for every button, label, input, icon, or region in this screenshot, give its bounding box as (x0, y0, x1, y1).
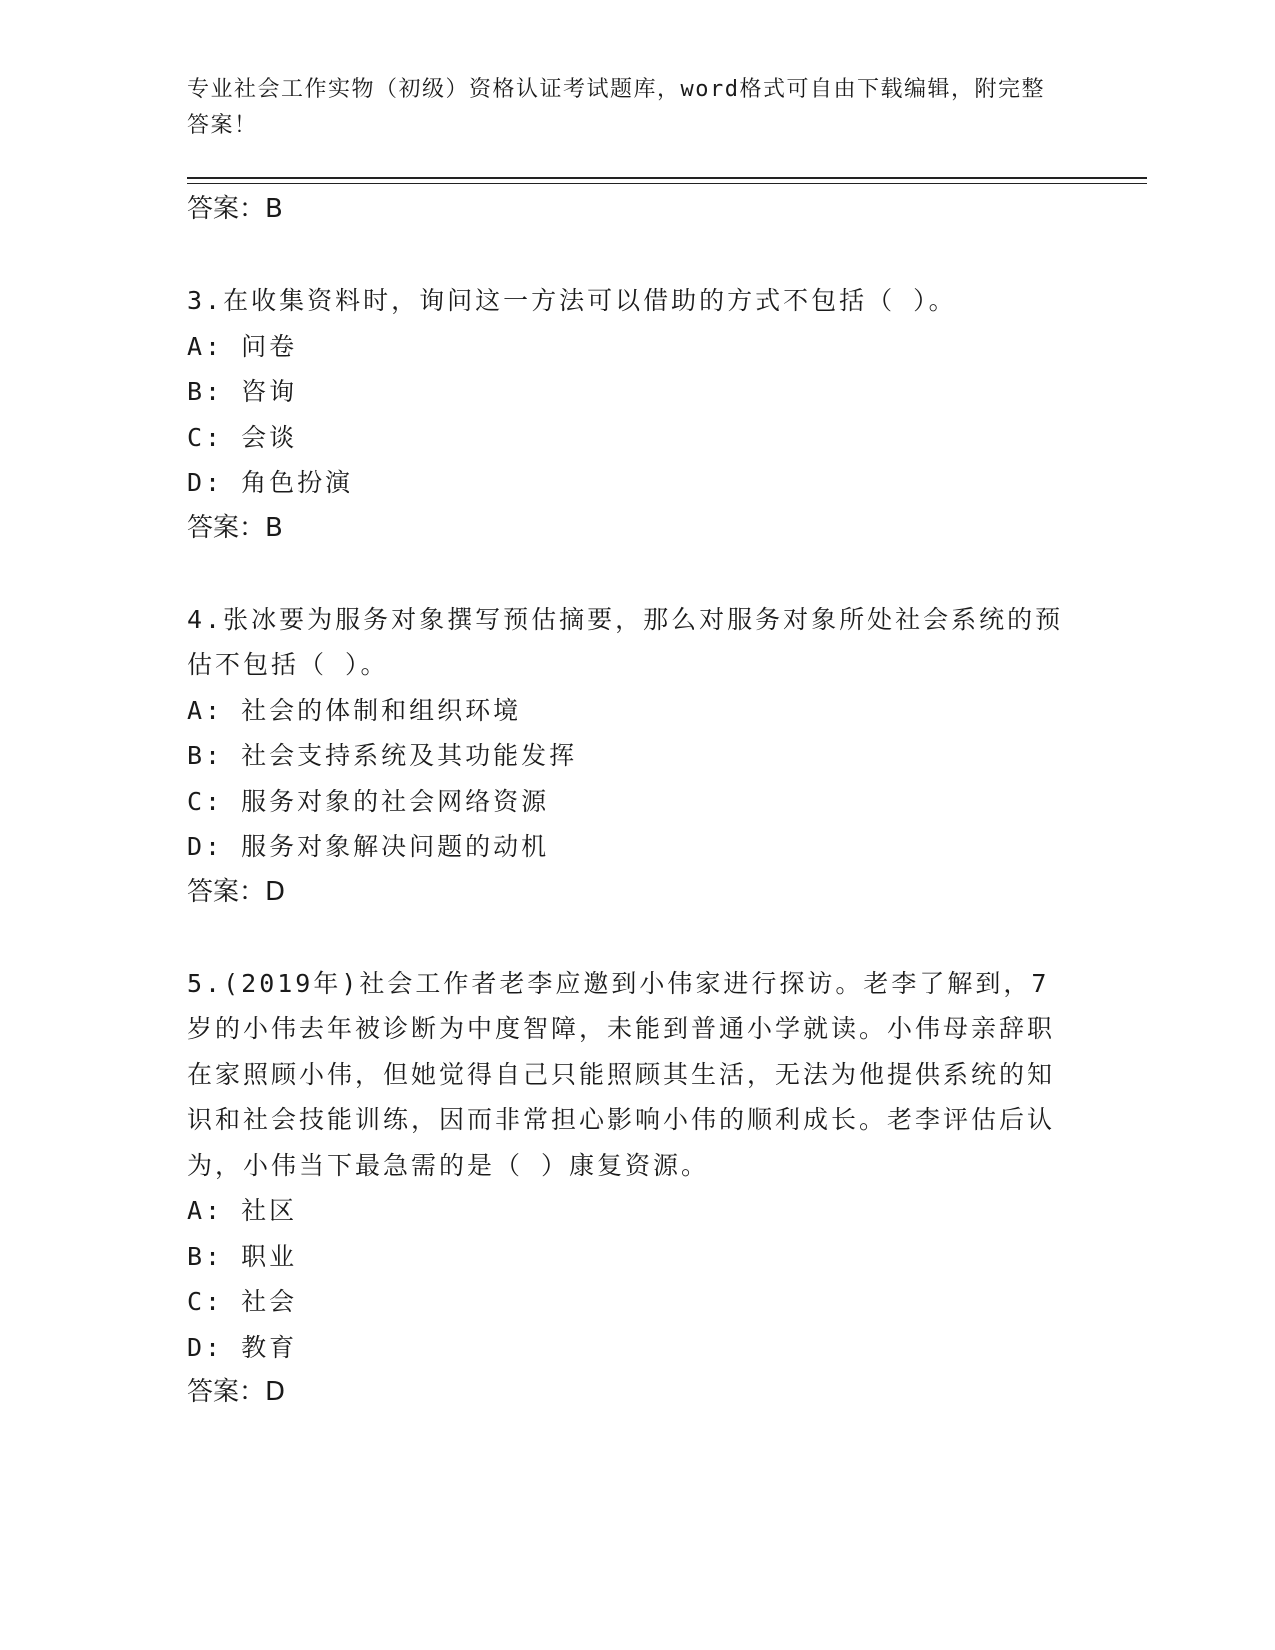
previous-answer: 答案：B (187, 194, 283, 224)
question-stem: 3.在收集资料时，询问这一方法可以借助的方式不包括（ ）。 (187, 286, 957, 315)
question-3 (187, 278, 1077, 551)
option-b: B: 咨询 (187, 377, 298, 406)
question-4 (187, 597, 1077, 916)
header-rule-thick (187, 177, 1147, 179)
option-c: C: 服务对象的社会网络资源 (187, 786, 550, 816)
question-5 (187, 961, 1077, 1416)
document-header (187, 72, 1067, 144)
option-d: D: 角色扮演 (187, 468, 354, 497)
option-a: A: 社会的体制和组织环境 (187, 695, 522, 725)
option-a: A: 问卷 (187, 331, 298, 361)
option-d: D: 服务对象解决问题的动机 (187, 832, 550, 861)
question-answer: 答案：D (187, 876, 286, 907)
question-stem: 4.张冰要为服务对象撰写预估摘要，那么对服务对象所处社会系统的预估不包括（ ）。 (187, 604, 1064, 679)
question-answer: 答案：D (187, 1377, 286, 1407)
header-text: 专业社会工作实物（初级）资格认证考试题库，word格式可自由下载编辑，附完整答案！ (187, 77, 1045, 138)
question-stem: 5.(2019年)社会工作者老李应邀到小伟家进行探访。老李了解到，7岁的小伟去年被诊断为中度智障，未能到普通小学就读。小伟母亲辞职在家照顾小伟，但她觉得自己只能照顾其生活，无法为他提供系统的知识和社会技能训练，因而非常担心影响小伟的顺利成长。老李评估后认为，小伟当下最急需的是（ ）康复资源。 (187, 968, 1056, 1180)
option-a: A: 社区 (187, 1196, 298, 1225)
option-b: B: 职业 (187, 1241, 298, 1271)
question-answer: 答案：B (187, 512, 283, 543)
header-rule-thin (187, 183, 1147, 184)
option-d: D: 教育 (187, 1332, 298, 1362)
question-list (187, 187, 1077, 1416)
option-b: B: 社会支持系统及其功能发挥 (187, 741, 578, 770)
option-c: C: 社会 (187, 1287, 298, 1316)
option-c: C: 会谈 (187, 422, 298, 452)
